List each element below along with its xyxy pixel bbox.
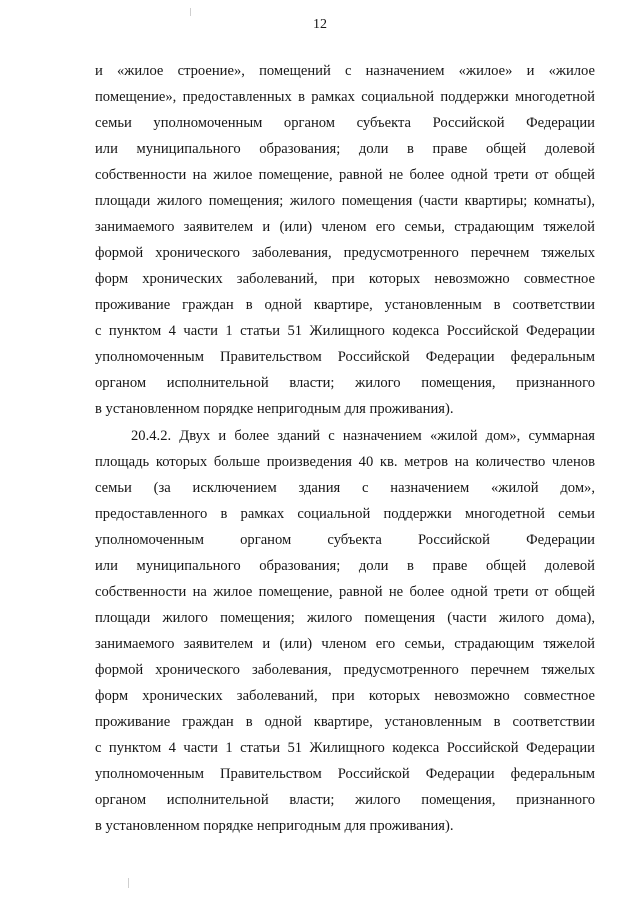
text-line: занимаемого заявителем и (или) членом его семьи, страдающим тяжелой	[95, 219, 595, 235]
text-line: в установленном порядке непригодным для проживания).	[95, 818, 454, 834]
text-line: уполномоченным Правительством Российской Федерации федеральным	[95, 349, 595, 365]
text-line: формой хронического заболевания, предусмотренного перечнем тяжелых	[95, 662, 595, 678]
text-line: уполномоченным органом субъекта Российской Федерации	[95, 532, 595, 548]
scan-speck	[190, 8, 191, 16]
text-line: предоставленного в рамках социальной поддержки многодетной семьи	[95, 506, 595, 522]
text-line: собственности на жилое помещение, равной не более одной трети от общей	[95, 167, 595, 183]
text-line: проживание граждан в одной квартире, установленным в соответствии	[95, 714, 595, 730]
text-line: формой хронического заболевания, предусмотренного перечнем тяжелых	[95, 245, 595, 261]
text-line: или муниципального образования; доли в праве общей долевой	[95, 558, 595, 574]
text-line: с пунктом 4 части 1 статьи 51 Жилищного кодекса Российской Федерации	[95, 323, 595, 339]
text-line: проживание граждан в одной квартире, установленным в соответствии	[95, 297, 595, 313]
text-line: площади жилого помещения; жилого помещения (части жилого дома),	[95, 610, 595, 626]
text-line: форм хронических заболеваний, при которых невозможно совместное	[95, 688, 595, 704]
paragraph-20-4-2	[95, 423, 595, 839]
text-line: с пунктом 4 части 1 статьи 51 Жилищного кодекса Российской Федерации	[95, 740, 595, 756]
text-line: уполномоченным Правительством Российской Федерации федеральным	[95, 766, 595, 782]
text-line: занимаемого заявителем и (или) членом его семьи, страдающим тяжелой	[95, 636, 595, 652]
text-line: в установленном порядке непригодным для проживания).	[95, 401, 454, 417]
text-line: органом исполнительной власти; жилого помещения, признанного	[95, 792, 595, 808]
text-line: форм хронических заболеваний, при которых невозможно совместное	[95, 271, 595, 287]
page-number: 12	[313, 17, 327, 32]
text-line: семьи (за исключением здания с назначением «жилой дом»,	[95, 480, 595, 496]
text-line: или муниципального образования; доли в праве общей долевой	[95, 141, 595, 157]
text-line: собственности на жилое помещение, равной не более одной трети от общей	[95, 584, 595, 600]
text-line: помещение», предоставленных в рамках социальной поддержки многодетной	[95, 89, 595, 105]
text-line: площади жилого помещения; жилого помещения (части квартиры; комнаты),	[95, 193, 595, 209]
text-line: органом исполнительной власти; жилого помещения, признанного	[95, 375, 595, 391]
text-line: и «жилое строение», помещений с назначением «жилое» и «жилое	[95, 63, 595, 79]
text-line: площадь которых больше произведения 40 кв. метров на количество членов	[95, 454, 595, 470]
text-line: семьи уполномоченным органом субъекта Российской Федерации	[95, 115, 595, 131]
text-line: 20.4.2. Двух и более зданий с назначением «жилой дом», суммарная	[131, 428, 595, 444]
scan-speck	[128, 878, 129, 888]
paragraph-continuation	[95, 58, 595, 422]
